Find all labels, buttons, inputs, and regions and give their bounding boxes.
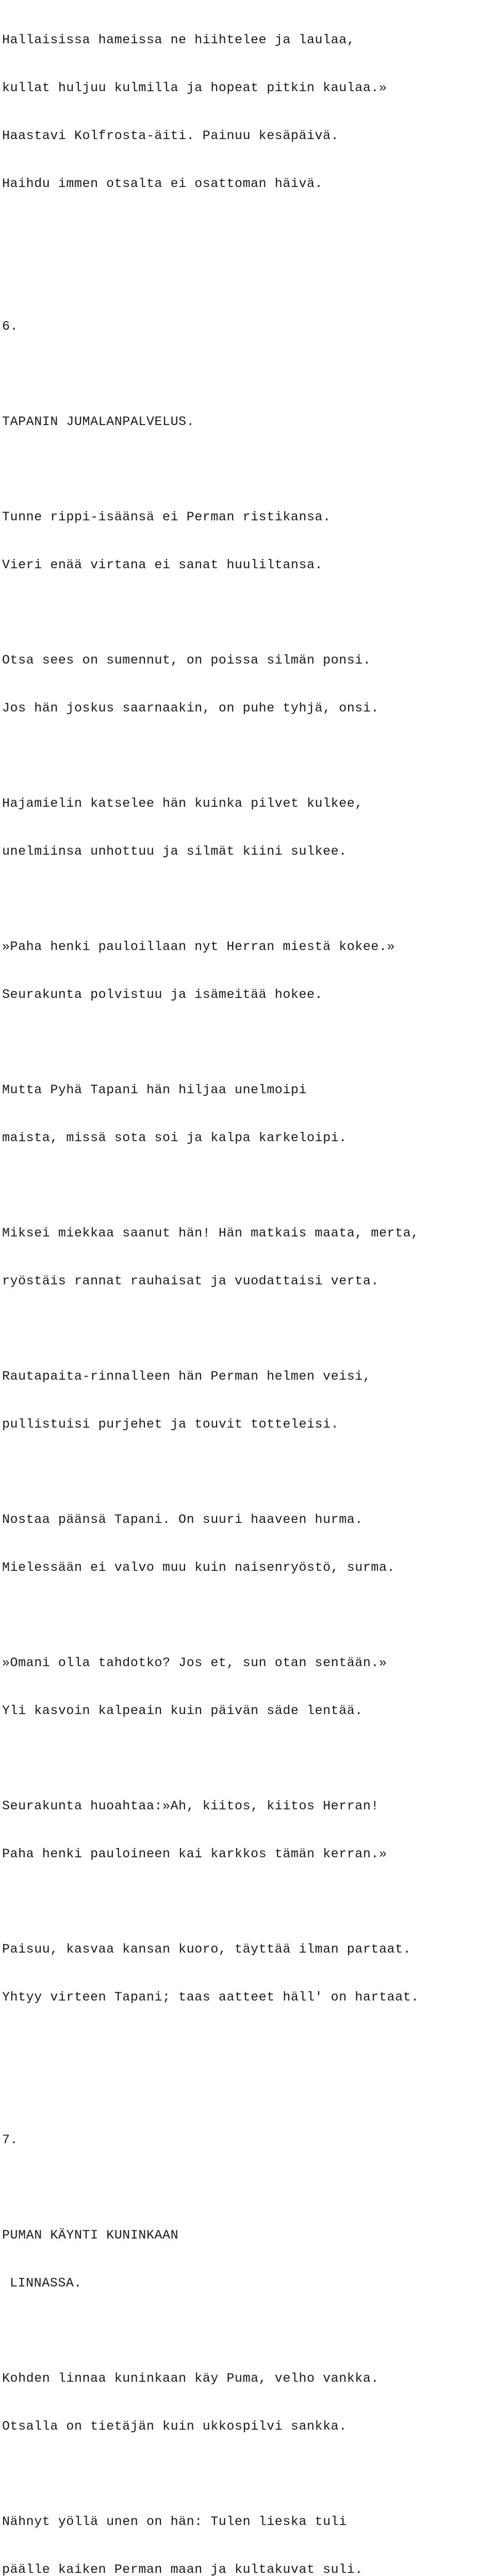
poem-line: Haihdu immen otsalta ei osattoman häivä. — [2, 176, 323, 191]
chapter-title: PUMAN KÄYNTI KUNINKAAN — [2, 2228, 179, 2243]
poem-line: ryöstäis rannat rauhaisat ja vuodattaisi verta. — [2, 1274, 379, 1289]
poem-line: Haastavi Kolfrosta-äiti. Painuu kesäpäivä. — [2, 128, 339, 143]
spacer — [2, 2180, 493, 2195]
section-spacer — [2, 224, 493, 286]
poem-line: Hallaisissa hameissa ne hiihtelee ja laulaa, — [2, 32, 355, 47]
poem-line: päälle kaiken Perman maan ja kultakuvat suli. — [2, 2562, 363, 2576]
chapter-number: 6. — [2, 319, 19, 334]
poem-line: Nostaa päänsä Tapani. On suuri haaveen hurma. — [2, 1512, 363, 1527]
poem-line: Mutta Pyhä Tapani hän hiljaa unelmoipi — [2, 1082, 307, 1097]
poem-line: Miksei miekkaa saanut hän! Hän matkais maata, merta, — [2, 1226, 419, 1241]
poem-line: kullat huljuu kulmilla ja hopeat pitkin kaulaa.» — [2, 80, 387, 95]
poem-line: Hajamielin katselee hän kuinka pilvet kulkee, — [2, 796, 363, 811]
poem-line: Paha henki pauloineen kai karkkos tämän kerran.» — [2, 1846, 387, 1861]
poem-line: Otsa sees on sumennut, on poissa silmän ponsi. — [2, 653, 371, 668]
spacer — [2, 1607, 493, 1623]
spacer — [2, 891, 493, 907]
poem-line: Vieri enää virtana ei sanat huuliltansa. — [2, 557, 323, 572]
spacer — [2, 1035, 493, 1050]
spacer — [2, 366, 493, 382]
spacer — [2, 748, 493, 764]
spacer — [2, 462, 493, 477]
spacer — [2, 1178, 493, 1193]
poem-line: Seurakunta polvistuu ja isämeitää hokee. — [2, 987, 323, 1002]
poem-line: »Omani olla tahdotko? Jos et, sun otan sentään.» — [2, 1655, 387, 1670]
spacer — [2, 1321, 493, 1336]
spacer — [2, 605, 493, 620]
poem-line: unelmiinsa unhottuu ja silmät kiini sulkee. — [2, 844, 347, 859]
spacer — [2, 2323, 493, 2338]
poem-line: Otsalla on tietäjän kuin ukkospilvi sankka. — [2, 2419, 347, 2434]
poem-line: Yhtyy virteen Tapani; taas aatteet häll' on hartaat. — [2, 1990, 419, 2005]
poem-line: Jos hän joskus saarnaakin, on puhe tyhjä, onsi. — [2, 701, 379, 716]
spacer — [2, 1751, 493, 1766]
poem-line: Mielessään ei valvo muu kuin naisenryöstö, surma. — [2, 1560, 395, 1575]
spacer — [2, 1894, 493, 1909]
poem-line: Nähnyt yöllä unen on hän: Tulen lieska tuli — [2, 2514, 347, 2529]
chapter-title: TAPANIN JUMALANPALVELUS. — [2, 414, 195, 429]
chapter-title-continued: LINNASSA. — [10, 2276, 82, 2291]
section-spacer — [2, 2037, 493, 2100]
poem-line: Rautapaita-rinnalleen hän Perman helmen veisi, — [2, 1369, 371, 1384]
poem-page — [2, 0, 493, 2576]
poem-line: maista, missä sota soi ja kalpa karkeloipi. — [2, 1130, 347, 1145]
poem-line: Paisuu, kasvaa kansan kuoro, täyttää ilman partaat. — [2, 1942, 411, 1957]
spacer — [2, 2466, 493, 2482]
poem-line: pullistuisi purjehet ja touvit totteleisi. — [2, 1417, 339, 1432]
poem-line: Kohden linnaa kuninkaan käy Puma, velho vankka. — [2, 2371, 379, 2386]
spacer — [2, 1464, 493, 1480]
poem-line: Tunne rippi-isäänsä ei Perman ristikansa. — [2, 510, 331, 524]
chapter-number: 7. — [2, 2132, 19, 2147]
poem-line: Yli kasvoin kalpeain kuin päivän säde lentää. — [2, 1703, 363, 1718]
poem-line: »Paha henki pauloillaan nyt Herran miestä kokee.» — [2, 939, 395, 954]
poem-line: Seurakunta huoahtaa:»Ah, kiitos, kiitos Herran! — [2, 1799, 379, 1814]
